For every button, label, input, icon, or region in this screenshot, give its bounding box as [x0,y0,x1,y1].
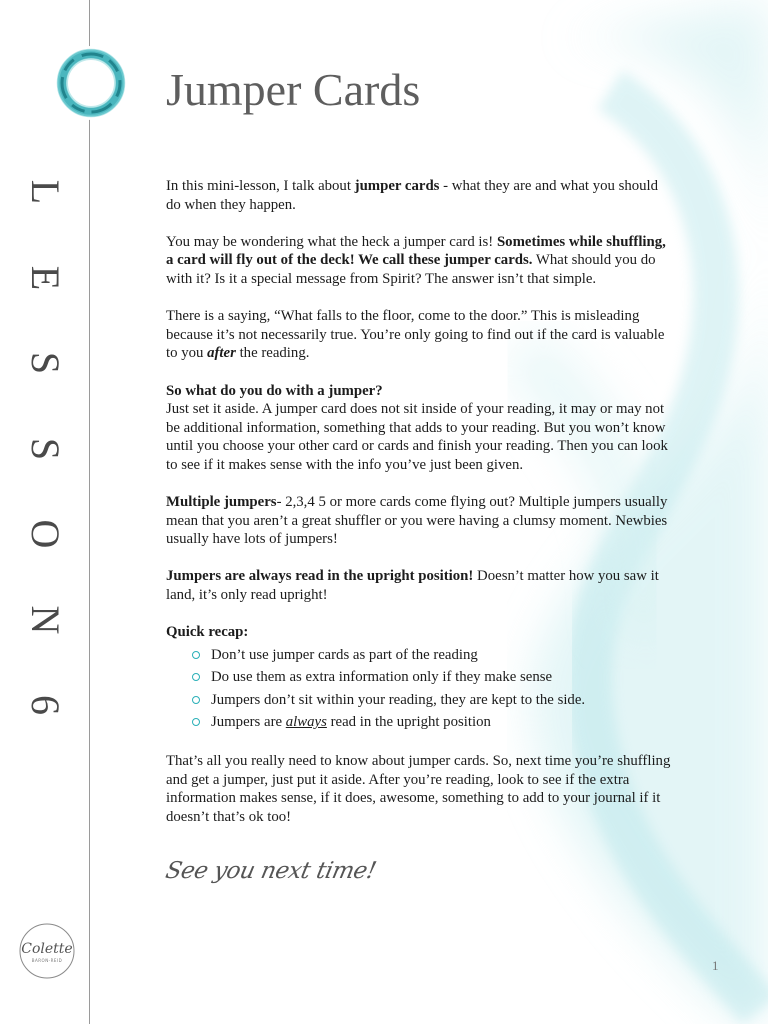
list-item: Don’t use jumper cards as part of the reading [192,644,676,666]
intro-paragraph: In this mini-lesson, I talk about jumper cards - what they are and what you should do when they happen. [166,178,659,213]
page-number: 1 [712,958,719,973]
spine-divider [89,0,90,1024]
lesson-number: 6 [23,695,68,715]
lesson-letter: O [23,519,68,549]
lesson-letter: N [23,605,68,634]
saying-paragraph: There is a saying, “What falls to the floor, come to the door.” This is misleading because it’s not necessarily true. You’re only going to find out if the card is valuable to you after the reading. [166,308,665,362]
circle-bullet-icon [192,696,200,704]
circle-bullet-icon [192,673,200,681]
closing-paragraph: That’s all you really need to know about jumper cards. So, next time you’re shuffling and get a jumper, just put it aside. After you’re reading, look to see if the extra information makes sense, if it does, awesome, something to add to your journal if it doesn’t that’s ok too! [166,753,671,825]
lesson-letter: E [23,265,68,290]
upright-paragraph: Jumpers are always read in the upright position! Doesn’t matter how you saw it land, it’s only read upright! [166,568,659,604]
definition-paragraph: You may be wondering what the heck a jumper card is! Sometimes while shuffling, a card will fly out of the deck! We call these jumper cards. What should you do with it? Is it a special message from Spirit? The answer isn’t that simple. [166,233,666,287]
recap-list [166,644,676,734]
signoff-script: See you next time! [163,858,379,884]
multiple-jumpers-paragraph: Multiple jumpers- 2,3,4 5 or more cards come flying out? Multiple jumpers usually mean that you aren’t a great shuffler or you were having a clumsy moment. Newbies usually have lots of jumpers! [166,494,668,548]
logo-tagline: BARON-REID [31,958,63,963]
what-to-do-paragraph: So what do you do with a jumper? Just set it aside. A jumper card does not sit inside of your reading, it may or may not be additional information, something that adds to your reading. But you won’t know until you choose your other card or cards and finish your reading. Then you can look to see if it makes sense with the info you’ve just been given. [166,382,668,473]
list-item: Do use them as extra information only if they make sense [192,666,676,688]
list-item: Jumpers don’t sit within your reading, they are kept to the side. [192,689,676,711]
logo-name: Colette [21,941,73,957]
circle-bullet-icon [192,651,200,659]
colette-logo [18,922,76,980]
lesson-body [166,177,676,845]
watercolor-ring-icon [54,46,128,120]
lesson-letter: S [23,351,68,375]
lesson-letter: L [23,179,68,205]
circle-bullet-icon [192,718,200,726]
list-item: Jumpers are always read in the upright position [192,711,676,733]
lesson-letter: S [23,437,68,460]
page-title: Jumper Cards [166,64,421,115]
recap-heading: Quick recap: [166,624,249,641]
what-to-do-heading: So what do you do with a jumper? [166,382,383,399]
lesson-vertical-title [22,172,68,771]
